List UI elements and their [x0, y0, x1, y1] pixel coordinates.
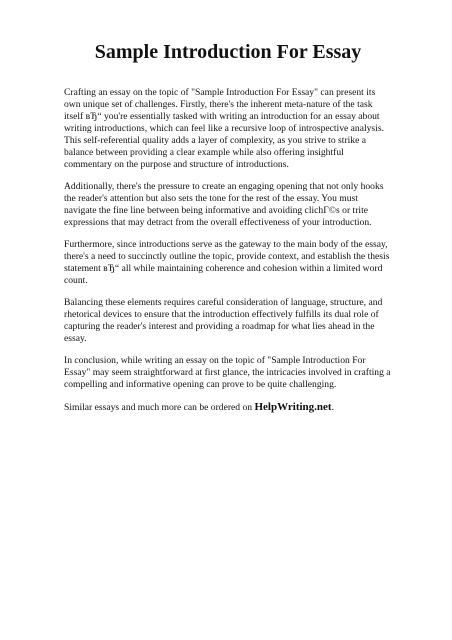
paragraph-2: Additionally, there's the pressure to create an engaging opening that not only hooks the reader's attention but also sets the tone for the rest of the essay. You must navigate the fine line between being informative and avoiding clichГ©s or trite expressions that may detract from the overall effectiveness of your introduction.: [64, 181, 384, 228]
paragraph-5: In conclusion, while writing an essay on the topic of "Sample Introduction For Essay" may seem straightforward at first glance, the intricacies involved in crafting a compelling and informative opening can prove to be quite challenging.: [64, 355, 391, 390]
brand-link[interactable]: HelpWriting.net: [254, 401, 332, 413]
closing-suffix: .: [331, 402, 334, 413]
paragraph-3: Furthermore, since introductions serve as the gateway to the main body of the essay, there's a need to succinctly outline the topic, provide context, and establish the thesis statement вЂ“ all while maintaining coherence and cohesion within a limited word count.: [64, 239, 390, 286]
document-title: Sample Introduction For Essay: [94, 41, 362, 63]
closing-line: [64, 401, 392, 414]
closing-prefix: Similar essays and much more can be ordered on: [64, 402, 255, 413]
paragraph-4: Balancing these elements requires careful consideration of language, structure, and rhetorical devices to ensure that the introduction effectively fulfills its dual role of capturing the reader's interest and providing a roadmap for what lies ahead in the essay.: [64, 297, 383, 344]
paragraph-1: Crafting an essay on the topic of "Sample Introduction For Essay" can present its own unique set of challenges. Firstly, there's the inherent meta-nature of the task itself вЂ“ you're essentially tasked with writing an introduction for an essay about writing introductions, which can feel like a recursive loop of introspective analysis. This self-referential quality adds a layer of complexity, as you strive to strike a balance between providing a clear example while also offering insightful commentary on the purpose and structure of introductions.: [64, 87, 384, 170]
